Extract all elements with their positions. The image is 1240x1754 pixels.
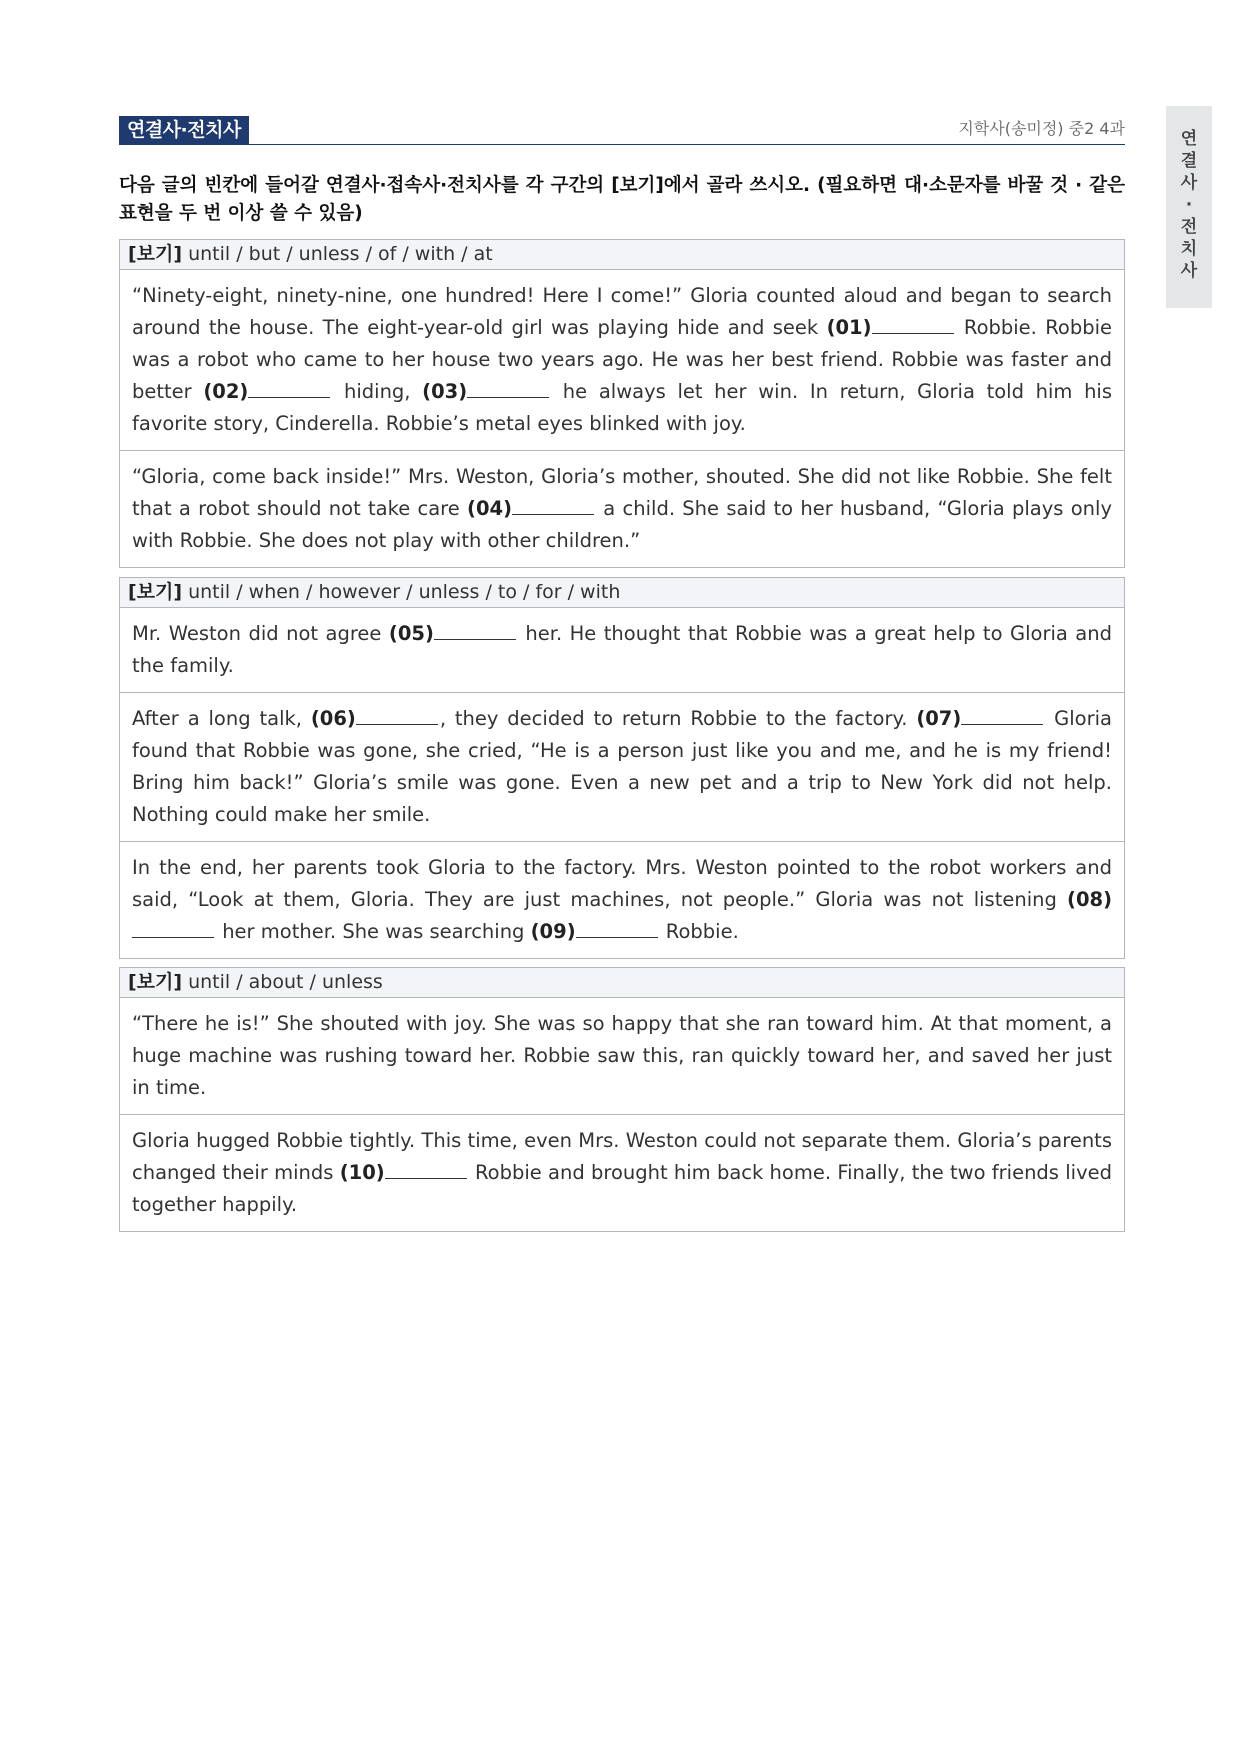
blank-number: (10) (339, 1161, 385, 1184)
blank-number: (08) (1067, 888, 1112, 911)
paragraph-text: Mr. Weston did not agree (132, 622, 389, 645)
side-tab (1166, 106, 1212, 308)
side-tab-char: 치 (1180, 239, 1198, 259)
blank-number: (03) (422, 380, 468, 403)
side-tab-char: 사 (1180, 173, 1198, 193)
exercise-section-1 (119, 239, 1125, 568)
paragraph-text: a child. She said to her husband, “Gloria plays only with Robbie. She does not play with other children.” (132, 497, 1112, 552)
answer-blank-08[interactable] (132, 917, 214, 938)
paragraph-text: After a long talk, (132, 707, 311, 730)
option-tag: [보기] (128, 971, 183, 993)
answer-blank-03[interactable] (467, 377, 549, 398)
answer-blank-04[interactable] (512, 494, 594, 515)
side-tab-char: · (1185, 195, 1193, 215)
blank-number: (01) (826, 316, 872, 339)
answer-blank-09[interactable] (576, 917, 658, 938)
side-tab-char: 사 (1180, 261, 1198, 281)
option-box-header (120, 968, 1124, 998)
answer-blank-10[interactable] (385, 1158, 467, 1179)
paragraph-text: Robbie and brought him back home. Finally, the two friends lived together happily. (132, 1161, 1112, 1216)
paragraph-text: Gloria hugged Robbie tightly. This time, even Mrs. Weston could not separate them. Gloria’s parents changed their minds (132, 1129, 1112, 1184)
answer-blank-06[interactable] (356, 704, 438, 725)
paragraph-text: Robbie. (659, 920, 739, 943)
blank-number: (06) (310, 707, 356, 730)
topic-badge: 연결사·전치사 (119, 116, 249, 144)
side-tab-char: 전 (1180, 217, 1198, 237)
exercise-section-3 (119, 967, 1125, 1232)
answer-blank-01[interactable] (872, 313, 954, 334)
paragraph (120, 998, 1124, 1114)
answer-blank-02[interactable] (248, 377, 330, 398)
paragraph (120, 608, 1124, 692)
exercise-section-2 (119, 577, 1125, 959)
option-box-header (120, 578, 1124, 608)
instruction: 다음 글의 빈칸에 들어갈 연결사·접속사·전치사를 각 구간의 [보기]에서 골라 쓰시오. (필요하면 대·소문자를 바꿀 것 · 같은 표현을 두 번 이상 쓸 수 있음) (119, 175, 1125, 224)
paragraph-text: hiding, (332, 380, 423, 403)
option-box-header (120, 240, 1124, 270)
paragraph-text: “Gloria, come back inside!” Mrs. Weston, Gloria’s mother, shouted. She did not like Robbie. She felt that a robot should not take care (132, 465, 1112, 520)
blank-number: (07) (916, 707, 962, 730)
paragraph (120, 841, 1124, 958)
paragraph-text: her. He thought that Robbie was a great help to Gloria and the family. (132, 622, 1112, 677)
option-tag: [보기] (128, 581, 183, 603)
paragraph-text: Robbie. Robbie was a robot who came to her house two years ago. He was her best friend. Robbie was faster and better (132, 316, 1112, 403)
paragraph-text: he always let her win. In return, Gloria told him his favorite story, Cinderella. Robbie’s metal eyes blinked with joy. (132, 380, 1113, 435)
paragraph-text: , they decided to return Robbie to the factory. (439, 707, 917, 730)
paragraph (120, 1114, 1124, 1231)
paragraph-text: In the end, her parents took Gloria to the factory. Mrs. Weston pointed to the robot workers and said, “Look at them, Gloria. They are just machines, not people.” Gloria was not listening (132, 856, 1112, 911)
option-tag: [보기] (128, 243, 183, 265)
paragraph-text: Gloria found that Robbie was gone, she cried, “He is a person just like you and me, and he is my friend! Bring him back!” Gloria’s smile was gone. Even a new pet and a trip to New York did not help. Nothing could make her smile. (132, 707, 1112, 826)
paragraph (120, 270, 1124, 450)
page-header (119, 116, 1125, 145)
option-list: until / when / however / unless / to / for / with (188, 581, 621, 603)
paragraph-text: “Ninety-eight, ninety-nine, one hundred! Here I come!” Gloria counted aloud and began to search around the house. The eight-year-old girl was playing hide and seek (132, 284, 1112, 339)
side-tab-char: 연 (1180, 129, 1198, 149)
side-tab-char: 결 (1180, 151, 1198, 171)
paragraph (120, 692, 1124, 841)
answer-blank-05[interactable] (434, 619, 516, 640)
blank-number: (04) (467, 497, 512, 520)
option-list: until / about / unless (188, 971, 383, 993)
option-list: until / but / unless / of / with / at (188, 243, 493, 265)
paragraph (120, 450, 1124, 567)
blank-number: (09) (530, 920, 576, 943)
blank-number: (02) (203, 380, 249, 403)
answer-blank-07[interactable] (961, 704, 1043, 725)
source-label: 지학사(송미정) 중2 4과 (958, 119, 1125, 138)
paragraph-text: her mother. She was searching (216, 920, 531, 943)
paragraph-text: “There he is!” She shouted with joy. She was so happy that she ran toward him. At that moment, a huge machine was rushing toward her. Robbie saw this, ran quickly toward her, and saved her just in time. (132, 1012, 1112, 1099)
blank-number: (05) (388, 622, 434, 645)
